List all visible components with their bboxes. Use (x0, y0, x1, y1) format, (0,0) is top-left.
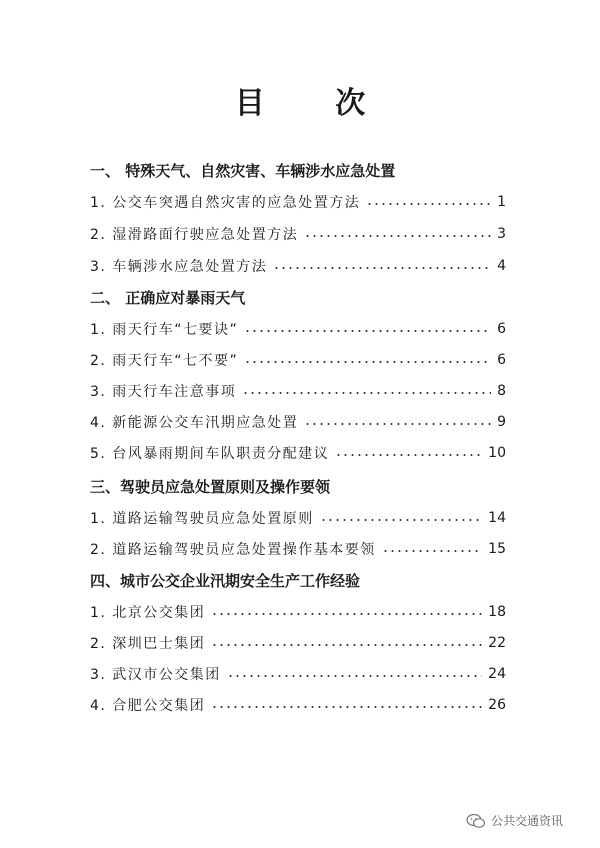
section-heading: 二、 正确应对暴雨天气 (90, 289, 246, 307)
leader-dots (211, 706, 482, 708)
toc-entry-page: 26 (488, 697, 506, 713)
toc-entry-label: 2. 湿滑路面行驶应急处置方法 (90, 227, 299, 243)
leader-dots (335, 454, 482, 456)
toc-entry[interactable] (90, 443, 506, 463)
leader-dots (211, 644, 482, 646)
toc-entry-label: 1. 公交车突遇自然灾害的应急处置方法 (90, 195, 361, 211)
toc-entry-page: 24 (488, 666, 506, 682)
toc-entry[interactable] (90, 602, 506, 622)
toc-entry[interactable] (90, 224, 506, 244)
toc-entry-label: 3. 武汉市公交集团 (90, 667, 221, 683)
leader-dots (273, 267, 491, 269)
toc-entry-label: 1. 雨天行车“七要诀” (90, 322, 239, 338)
leader-dots (320, 519, 482, 521)
leader-dots (304, 423, 491, 425)
toc-entry-page: 8 (497, 383, 506, 399)
toc-entry-page: 4 (497, 258, 506, 274)
toc-entry-page: 14 (488, 510, 506, 526)
toc-entry[interactable] (90, 256, 506, 276)
toc-entry[interactable] (90, 412, 506, 432)
toc-entry-page: 3 (497, 226, 506, 242)
leader-dots (227, 675, 482, 677)
toc-entry-page: 1 (497, 194, 506, 210)
wechat-icon (466, 813, 486, 829)
toc-entry[interactable] (90, 192, 506, 212)
toc-entry[interactable] (90, 695, 506, 715)
toc-entry[interactable] (90, 381, 506, 401)
toc-entry-page: 6 (497, 321, 506, 337)
toc-entry[interactable] (90, 319, 506, 339)
toc-entry-page: 18 (488, 604, 506, 620)
toc-entry-label: 1. 道路运输驾驶员应急处置原则 (90, 511, 314, 527)
leader-dots (242, 392, 491, 394)
leader-dots (211, 613, 482, 615)
toc-entry[interactable] (90, 539, 506, 559)
toc-entry-label: 1. 北京公交集团 (90, 605, 206, 621)
toc-entry[interactable] (90, 664, 506, 684)
toc-entry-label: 4. 新能源公交车汛期应急处置 (90, 415, 299, 431)
toc-entry-label: 2. 道路运输驾驶员应急处置操作基本要领 (90, 542, 376, 558)
toc-entry-page: 6 (497, 352, 506, 368)
toc-entry-page: 22 (488, 635, 506, 651)
toc-entry-page: 9 (497, 414, 506, 430)
leader-dots (304, 235, 491, 237)
toc-entry-label: 3. 雨天行车注意事项 (90, 384, 237, 400)
toc-entry-label: 2. 雨天行车“七不要” (90, 353, 239, 369)
leader-dots (366, 203, 491, 205)
toc-entry-label: 2. 深圳巴士集团 (90, 636, 206, 652)
watermark (466, 812, 563, 829)
leader-dots (244, 361, 491, 363)
toc-entry[interactable] (90, 633, 506, 653)
section-heading: 一、 特殊天气、自然灾害、车辆涉水应急处置 (90, 162, 396, 180)
toc-entry[interactable] (90, 508, 506, 528)
page-title: 目 次 (234, 86, 396, 121)
toc-entry-page: 15 (488, 541, 506, 557)
toc-entry-label: 4. 合肥公交集团 (90, 698, 206, 714)
toc-entry-page: 10 (488, 445, 506, 461)
leader-dots (244, 330, 491, 332)
watermark-text: 公共交通资讯 (491, 814, 564, 828)
toc-entry[interactable] (90, 350, 506, 370)
section-heading: 三、驾驶员应急处置原则及操作要领 (90, 478, 331, 496)
toc-entry-label: 5. 台风暴雨期间车队职责分配建议 (90, 446, 330, 462)
section-heading: 四、城市公交企业汛期安全生产工作经验 (90, 572, 361, 590)
leader-dots (382, 550, 482, 552)
toc-entry-label: 3. 车辆涉水应急处置方法 (90, 259, 268, 275)
